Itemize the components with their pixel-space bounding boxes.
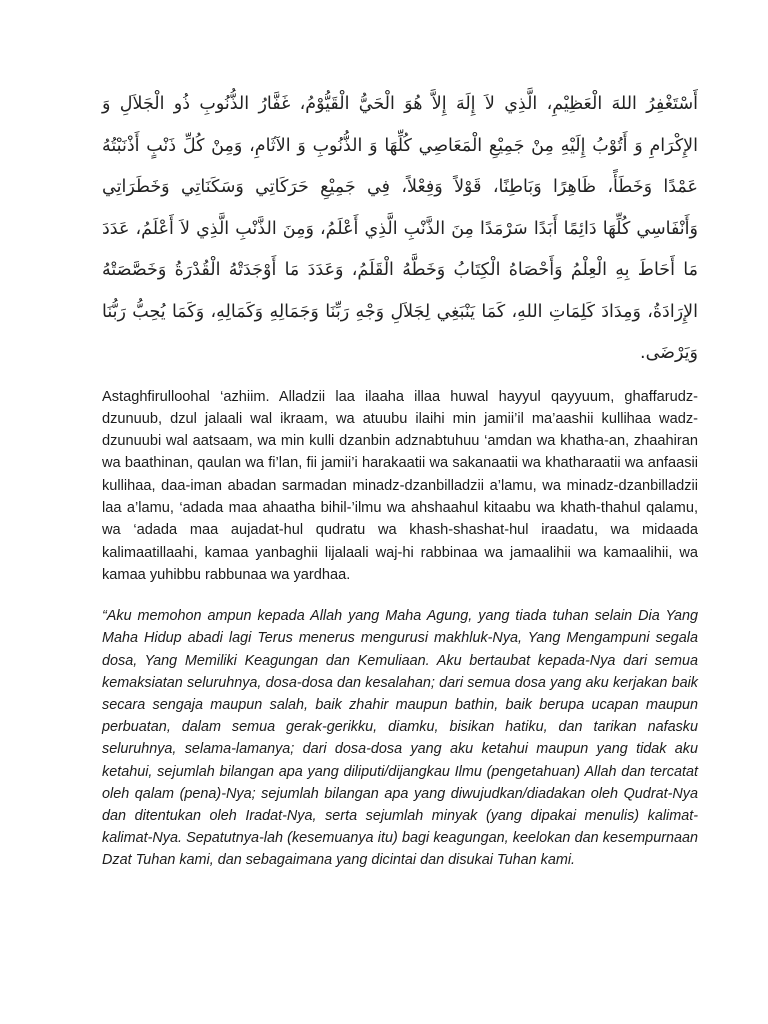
transliteration-text: Astaghfirulloohal ‘azhiim. Alladzii laa ilaaha illaa huwal hayyul qayyuum, ghaffarudz-dzunuub, dzul jalaali wal ikraam, wa atuubu ilaihi min jamii’il ma’aashii kullihaa wadz-dzunuubi wal aatsaam, wa min kulli dzanbin adznabtuhuu ‘amdan wa khatha-an, zhaahiran wa baathinan, qaulan wa fi’lan, fii jamii’i harakaatii wa sakanaatii wa khatharaatii wa anfaasii kullihaa, daa-iman abadan sarmadan minadz-dzanbilladzii a’lamu, wa minadz-dzanbilladzii laa a’lamu, ‘adada maa ahaatha bihil-’ilmu wa ahshaahul kitaabu wa khath-thahul qalamu, wa ‘adada maa aujadat-hul qudratu wa khash-shashat-hul iraadatu, wa midaada kalimaatillaahi, kamaa yanbaghii lijalaali waj-hi rabbinaa wa jamaalihii wa kamaalihii, wa kamaa yuhibbu rabbunaa wa yardhaa. [102, 388, 698, 583]
document-page [102, 84, 698, 872]
arabic-prayer-text: أَسْتَغْفِرُ اللهَ الْعَظِيْمِ، الَّذِي لاَ إِلَهَ إِلاَّ هُوَ الْحَيُّ الْقَيُّوْمُ، غَفَّارُ الذُّنُوبِ ذُو الْجَلاَلِ وَ الإِكْرَامِ وَ أَتُوْبُ إِلَيْهِ مِنْ جَمِيْعِ الْمَعَاصِي كُلِّهَا وَ الذُّنُوبِ وَ الآثَامِ، وَمِنْ كُلِّ ذَنْبٍ أَذْنَبْتُهُ عَمْدًا وَخَطَأً، ظَاهِرًا وَبَاطِنًا، قَوْلاً وَفِعْلاً، فِي جَمِيْعِ حَرَكَاتِي وَسَكَنَاتِي وَخَطَرَاتِي وَأَنْفَاسِي كُلِّهَا دَائِمًا أَبَدًا سَرْمَدًا مِنَ الذَّنْبِ الَّذِي أَعْلَمُ، وَمِنَ الذَّنْبِ الَّذِي لاَ أَعْلَمُ، عَدَدَ مَا أَحَاطَ بِهِ الْعِلْمُ وَأَحْصَاهُ الْكِتَابُ وَخَطَّهُ الْقَلَمُ، وَعَدَدَ مَا أَوْجَدَتْهُ الْقُدْرَةُ وَخَصَّصَتْهُ الإِرَادَةُ، وَمِدَادَ كَلِمَاتِ اللهِ، كَمَا يَنْبَغِي لِجَلاَلِ وَجْهِ رَبِّنَا وَجَمَالِهِ وَكَمَالِهِ، وَكَمَا يُحِبُّ رَبُّنَا وَيَرْضَى. [102, 94, 698, 363]
translation-text: “Aku memohon ampun kepada Allah yang Maha Agung, yang tiada tuhan selain Dia Yang Maha Hidup abadi lagi Terus menerus mengurusi makhluk-Nya, Yang Mengampuni segala dosa, Yang Memiliki Keagungan dan Kemuliaan. Aku bertaubat kepada-Nya dari semua kemaksiatan seluruhnya, dosa-dosa dan kesalahan; dari semua dosa yang aku kerjakan baik secara sengaja maupun salah, baik zhahir maupun bathin, baik berupa ucapan maupun perbuatan, dalam semua gerak-gerikku, diamku, bisikan hatiku, dan tarikan nafasku seluruhnya, selama-lamanya; dari dosa-dosa yang aku ketahui maupun yang tidak aku ketahui, sejumlah bilangan apa yang diliputi/dijangkau Ilmu (pengetahuan) Allah dan tercatat oleh qalam (pena)-Nya; sejumlah bilangan apa yang diwujudkan/diadakan oleh Qudrat-Nya dan ditentukan oleh Iradat-Nya, serta sejumlah minyak (yang dipakai menulis) kalimat-kalimat-Nya. Sepatutnya-lah (kesemuanya itu) bagi keagungan, keelokan dan kesempurnaan Dzat Tuhan kami, dan sebagaimana yang dicintai dan disukai Tuhan kami. [102, 608, 698, 869]
